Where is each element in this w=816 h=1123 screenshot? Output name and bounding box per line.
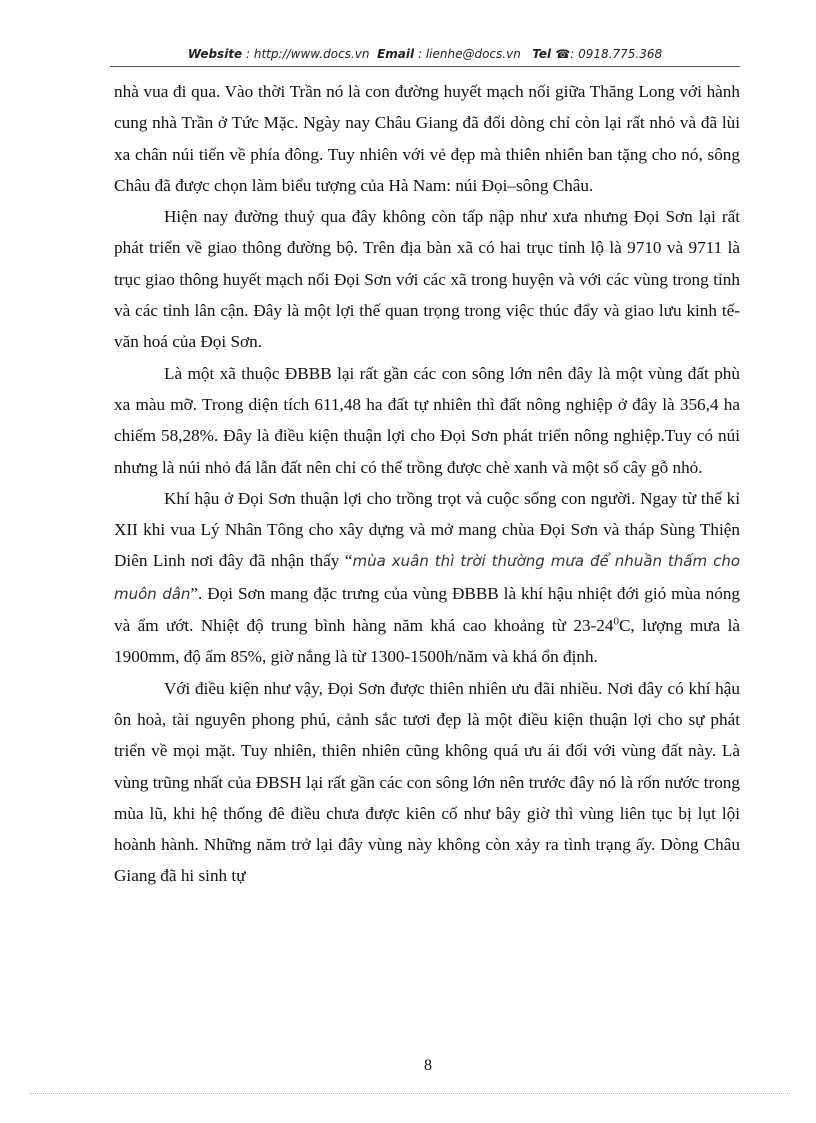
- paragraph-5: Với điều kiện như vậy, Đọi Sơn được thiên nhiên ưu đãi nhiều. Nơi đây có khí hậu ôn hoà, tài nguyên phong phú, cảnh sắc tươi đẹp là một điều kiện thuận lợi cho sự phát triển về mọi mặt. Tuy nhiên, thiên nhiên cũng không quá ưu ái đối với vùng đất này. Là vùng trũng nhất của ĐBSH lại rất gần các con sông lớn nên trước đây nó là rốn nước trong mùa lũ, khi hệ thống đê điều chưa được kiên cố như bây giờ thì vùng liên tục bị lụt lội hoành hành. Những năm trở lại đây vùng này không còn xảy ra tình trạng ấy. Dòng Châu Giang đã hi sinh tự: [114, 678, 740, 886]
- email-label: Email: [377, 47, 415, 61]
- website-label: Website: [187, 47, 243, 61]
- page-number: 8: [424, 1057, 432, 1074]
- document-body: [114, 76, 740, 892]
- paragraph-3: Là một xã thuộc ĐBBB lại rất gần các con sông lớn nên đây là một vùng đất phù xa màu mỡ. Trong diện tích 611,48 ha đất tự nhiên thì đất nông nghiệp ở đây là 356,4 ha chiếm 58,28%. Đây là điều kiện thuận lợi cho Đọi Sơn phát triển nông nghiệp.Tuy có núi nhưng là núi nhỏ đá lẫn đất nên chỉ có thể trồng được chè xanh và một số cây gỗ nhỏ.: [114, 363, 740, 477]
- paragraph-4-text-c: C, lượng mưa là 1900mm, độ ẩm 85%, giờ nắng là từ 1300-1500h/năm và khá ổn định.: [114, 616, 740, 667]
- paragraph-2: Hiện nay đường thuỷ qua đây không còn tấp nập như xưa nhưng Đọi Sơn lại rất phát triển về giao thông đường bộ. Trên địa bàn xã có hai trục tỉnh lộ là 9710 và 9711 là trục giao thông huyết mạch nối Đọi Sơn với các xã trong huyện và với các vùng trong tỉnh và các tỉnh lân cận. Đây là một lợi thế quan trọng trong việc thúc đẩy và giao lưu kinh tế-văn hoá của Đọi Sơn.: [114, 207, 740, 352]
- paragraph-1: nhà vua đi qua. Vào thời Trần nó là con đường huyết mạch nối giữa Thăng Long với hành cung nhà Trần ở Tức Mặc. Ngày nay Châu Giang đã đổi dòng chỉ còn lại rất nhỏ và đã lùi xa chân núi tiến về phía đông. Tuy nhiên với vẻ đẹp mà thiên nhiên ban tặng cho nó, sông Châu đã được chọn làm biểu tượng của Hà Nam: núi Đọi–sông Châu.: [114, 82, 740, 195]
- footer-divider: [30, 1093, 790, 1094]
- email-link[interactable]: : lienhe@docs.vn: [417, 47, 521, 61]
- degree-superscript: 0: [613, 615, 619, 628]
- page-header: [110, 47, 740, 61]
- paragraph-4-text-a: Khí hậu ở Đọi Sơn thuận lợi cho trồng trọt và cuộc sống con người. Ngay từ thế kỉ XII khi vua Lý Nhân Tông cho xây dựng và mở mang chùa Đọi Sơn và tháp Sùng Thiện Diên Linh nơi đây đã nhận thấy “: [114, 488, 740, 571]
- tel-value: : 0918.775.368: [570, 47, 663, 61]
- paragraph-4-text-b: ”. Đọi Sơn mang đặc trưng của vùng ĐBBB là khí hậu nhiệt đới gió mùa nóng và ẩm ướt. Nhiệt độ trung bình hàng năm khá cao khoảng từ 23-24: [114, 583, 741, 636]
- quotation: mùa xuân thì trời thường mưa để nhuần thấm cho muôn dân: [114, 552, 741, 603]
- tel-label: Tel ☎: [532, 47, 571, 61]
- website-link[interactable]: : http://www.docs.vn: [246, 47, 370, 61]
- paragraph-4: [114, 483, 740, 673]
- header-divider: [110, 66, 740, 67]
